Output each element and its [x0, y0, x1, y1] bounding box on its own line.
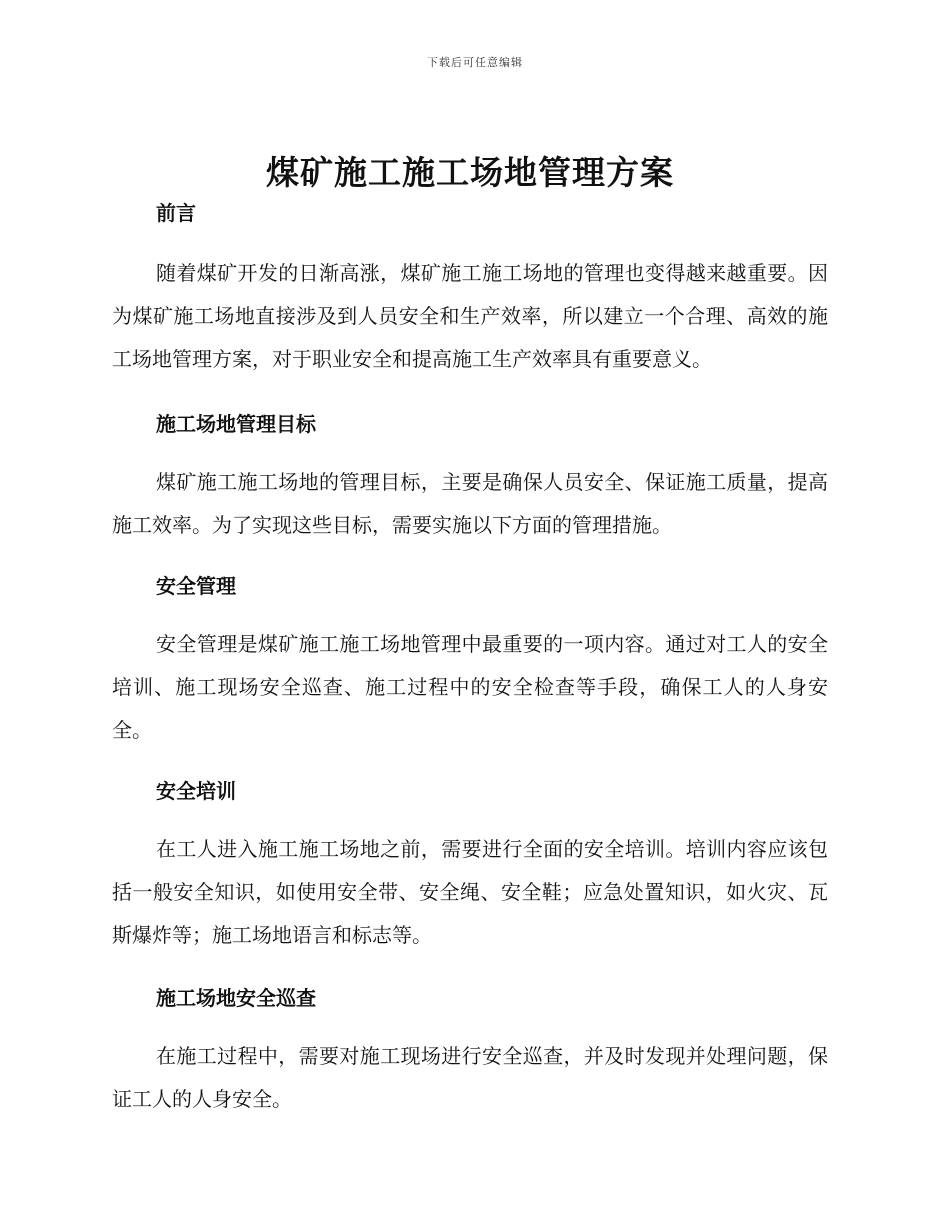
paragraph-site-management-goals: 煤矿施工施工场地的管理目标，主要是确保人员安全、保证施工质量，提高施工效率。为了实现这些目标，需要实施以下方面的管理措施。	[112, 470, 828, 537]
header-note: 下载后可任意编辑	[427, 56, 523, 69]
section-heading-site-safety-patrol: 施工场地安全巡查	[156, 986, 316, 1010]
paragraph-site-safety-patrol: 在施工过程中，需要对施工现场进行安全巡查，并及时发现并处理问题，保证工人的人身安全。	[112, 1044, 828, 1111]
paragraph-safety-management: 安全管理是煤矿施工施工场地管理中最重要的一项内容。通过对工人的安全培训、施工现场安全巡查、施工过程中的安全检查等手段，确保工人的人身安全。	[112, 632, 828, 742]
section-heading-preface: 前言	[156, 201, 196, 225]
document-title: 煤矿施工施工场地管理方案	[266, 153, 674, 192]
section-heading-safety-management: 安全管理	[156, 574, 236, 598]
paragraph-preface: 随着煤矿开发的日渐高涨，煤矿施工施工场地的管理也变得越来越重要。因为煤矿施工场地直接涉及到人员安全和生产效率，所以建立一个合理、高效的施工场地管理方案，对于职业安全和提高施工生产效率具有重要意义。	[112, 261, 828, 371]
section-heading-site-management-goals: 施工场地管理目标	[156, 412, 316, 436]
section-heading-safety-training: 安全培训	[156, 779, 236, 803]
paragraph-safety-training: 在工人进入施工施工场地之前，需要进行全面的安全培训。培训内容应该包括一般安全知识，如使用安全带、安全绳、安全鞋；应急处置知识，如火灾、瓦斯爆炸等；施工场地语言和标志等。	[112, 837, 828, 947]
